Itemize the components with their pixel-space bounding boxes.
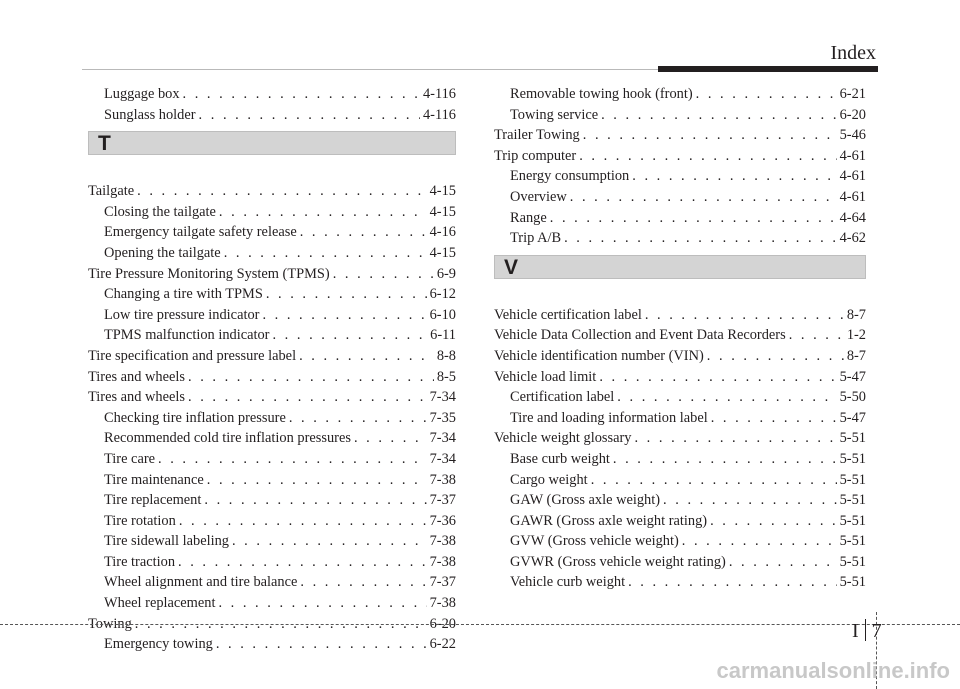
dot-leader [583, 125, 837, 146]
index-subentry [88, 284, 456, 305]
index-subentry [88, 470, 456, 491]
entry-page-ref: 8-8 [436, 347, 456, 364]
entry-text: GAW (Gross axle weight) [510, 492, 661, 509]
dot-leader [137, 181, 426, 202]
dot-leader [183, 84, 420, 105]
entry-page-ref: 8-5 [436, 368, 456, 385]
entry-text: Wheel alignment and tire balance [104, 574, 298, 591]
entry-text: Tailgate [88, 183, 135, 200]
dot-leader [188, 387, 427, 408]
index-subentry [494, 187, 866, 208]
dot-leader [645, 305, 844, 326]
dot-leader [599, 367, 836, 388]
index-entry [494, 346, 866, 367]
entry-page-ref: 5-51 [839, 533, 866, 550]
entry-text: Closing the tailgate [104, 203, 216, 220]
entry-text: Recommended cold tire inflation pressures [104, 430, 351, 447]
entry-page-ref: 4-16 [429, 224, 456, 241]
dot-leader [663, 490, 837, 511]
index-subentry [88, 325, 456, 346]
entry-text: Tire maintenance [104, 471, 204, 488]
index-entry [494, 325, 866, 346]
index-subentry [88, 449, 456, 470]
entry-text: GAWR (Gross axle weight rating) [510, 512, 708, 529]
index-subentry [494, 531, 866, 552]
entry-text: Tire traction [104, 553, 176, 570]
dot-leader [199, 105, 420, 126]
dot-leader [218, 593, 426, 614]
index-subentry [88, 222, 456, 243]
page-header-title: Index [830, 42, 876, 64]
section-header [494, 255, 866, 279]
entry-text: Trailer Towing [494, 127, 580, 144]
index-subentry [88, 552, 456, 573]
entry-text: Vehicle identification number (VIN) [494, 347, 704, 364]
index-subentry [494, 208, 866, 229]
entry-page-ref: 4-62 [839, 230, 866, 247]
index-entry [494, 146, 866, 167]
entry-text: Luggage box [104, 86, 180, 102]
entry-text: Checking tire inflation pressure [104, 409, 286, 426]
entry-page-ref: 7-38 [429, 553, 456, 570]
entry-text: Emergency tailgate safety release [104, 224, 297, 241]
index-entry [494, 428, 866, 449]
index-subentry [88, 572, 456, 593]
entry-page-ref: 4-61 [839, 168, 866, 185]
entry-page-ref: 7-36 [429, 512, 456, 529]
entry-page-ref: 5-50 [839, 389, 866, 406]
dot-leader [617, 387, 836, 408]
entry-page-ref: 8-7 [846, 306, 866, 323]
index-entry [88, 387, 456, 408]
dot-leader [188, 367, 434, 388]
crop-line-horizontal [0, 624, 960, 625]
entry-text: TPMS malfunction indicator [104, 327, 270, 344]
index-subentry [494, 408, 866, 429]
dot-leader [570, 187, 837, 208]
index-entry [494, 125, 866, 146]
entry-page-ref: 5-51 [839, 574, 866, 591]
index-subentry [494, 470, 866, 491]
index-subentry [88, 531, 456, 552]
entry-page-ref: 4-15 [429, 183, 456, 200]
entry-page-ref: 4-116 [422, 106, 456, 123]
dot-leader [682, 531, 837, 552]
dot-leader [550, 208, 837, 229]
entry-page-ref: 7-37 [429, 574, 456, 591]
index-subentry [88, 305, 456, 326]
entry-page-ref: 4-116 [422, 86, 456, 102]
entry-page-ref: 7-38 [429, 533, 456, 550]
entry-text: Overview [510, 188, 567, 205]
entry-page-ref: 6-20 [429, 615, 456, 632]
entry-text: Sunglass holder [104, 106, 196, 123]
section-header [88, 131, 456, 155]
entry-text: Towing [88, 615, 132, 632]
index-entry [494, 305, 866, 326]
entry-page-ref: 6-12 [429, 286, 456, 303]
entry-page-ref: 4-15 [429, 244, 456, 261]
entry-page-ref: 5-51 [839, 553, 866, 570]
entry-text: Emergency towing [104, 636, 213, 653]
watermark: carmanualsonline.info [716, 658, 950, 683]
dot-leader [729, 552, 837, 573]
index-subentry [494, 84, 866, 105]
section-letter: V [504, 255, 519, 279]
dot-leader [219, 202, 427, 223]
page-number-value: 7 [871, 620, 882, 642]
entry-text: Vehicle weight glossary [494, 430, 632, 447]
dot-leader [628, 572, 837, 593]
entry-page-ref: 7-34 [429, 450, 456, 467]
entry-page-ref: 4-61 [839, 147, 866, 164]
dot-leader [789, 325, 844, 346]
dot-leader [632, 166, 836, 187]
dot-leader [289, 408, 427, 429]
entry-page-ref: 5-47 [839, 409, 866, 426]
entry-page-ref: 4-61 [839, 188, 866, 205]
dot-leader [262, 305, 426, 326]
index-subentry [88, 593, 456, 614]
entry-text: Trip A/B [510, 230, 562, 247]
index-subentry [494, 511, 866, 532]
entry-page-ref: 5-46 [839, 127, 866, 144]
index-subentry [494, 387, 866, 408]
index-entry [88, 367, 456, 388]
page-section-letter: I [852, 620, 859, 642]
dot-leader [591, 470, 837, 491]
entry-text: Opening the tailgate [104, 244, 221, 261]
index-subentry [88, 634, 456, 655]
page-number [852, 619, 882, 643]
entry-text: Range [510, 209, 547, 226]
index-subentry [88, 105, 456, 126]
entry-page-ref: 7-35 [429, 409, 456, 426]
entry-page-ref: 1-2 [846, 327, 866, 344]
dot-leader [710, 511, 837, 532]
index-subentry [494, 490, 866, 511]
dot-leader [158, 449, 427, 470]
entry-text: Removable towing hook (front) [510, 86, 693, 102]
dot-leader [178, 552, 427, 573]
entry-text: Tire and loading information label [510, 409, 708, 426]
index-entry [494, 367, 866, 388]
entry-page-ref: 6-22 [429, 636, 456, 653]
index-subentry [88, 84, 456, 105]
index-subentry [88, 490, 456, 511]
entry-text: Vehicle curb weight [510, 574, 626, 591]
dot-leader [300, 222, 427, 243]
entry-text: Tire specification and pressure label [88, 347, 297, 364]
dot-leader [207, 470, 427, 491]
dot-leader [564, 228, 837, 249]
index-subentry [88, 408, 456, 429]
index-subentry [88, 428, 456, 449]
index-entry [88, 346, 456, 367]
entry-page-ref: 5-51 [839, 450, 866, 467]
entry-text: Tire sidewall labeling [104, 533, 229, 550]
index-subentry [494, 552, 866, 573]
entry-text: Energy consumption [510, 168, 630, 185]
dot-leader [266, 284, 427, 305]
index-subentry [494, 166, 866, 187]
index-entry [88, 264, 456, 285]
entry-page-ref: 5-47 [839, 368, 866, 385]
entry-text: Certification label [510, 389, 615, 406]
entry-text: Wheel replacement [104, 595, 216, 612]
entry-text: Tires and wheels [88, 389, 185, 406]
entry-page-ref: 8-7 [846, 347, 866, 364]
dot-leader [707, 346, 844, 367]
dot-leader [232, 531, 427, 552]
entry-text: Cargo weight [510, 471, 588, 488]
entry-text: Changing a tire with TPMS [104, 286, 263, 303]
entry-text: Low tire pressure indicator [104, 306, 260, 323]
entry-page-ref: 4-64 [839, 209, 866, 226]
dot-leader [179, 511, 427, 532]
entry-page-ref: 7-37 [429, 492, 456, 509]
entry-page-ref: 5-51 [839, 512, 866, 529]
index-subentry [494, 572, 866, 593]
index-subentry [88, 202, 456, 223]
entry-text: Tires and wheels [88, 368, 185, 385]
entry-page-ref: 7-38 [429, 595, 456, 612]
index-subentry [494, 105, 866, 126]
entry-text: Tire Pressure Monitoring System (TPMS) [88, 265, 330, 282]
entry-page-ref: 6-11 [430, 327, 456, 344]
index-subentry [494, 228, 866, 249]
dot-leader [601, 105, 837, 126]
dot-leader [634, 428, 836, 449]
dot-leader [579, 146, 836, 167]
entry-page-ref: 5-51 [839, 430, 866, 447]
entry-page-ref: 6-10 [429, 306, 456, 323]
entry-text: Base curb weight [510, 450, 610, 467]
entry-text: Tire care [104, 450, 156, 467]
entry-page-ref: 5-51 [839, 471, 866, 488]
index-column-left [88, 84, 456, 655]
entry-text: Trip computer [494, 147, 577, 164]
entry-page-ref: 7-38 [429, 471, 456, 488]
dot-leader [224, 243, 427, 264]
entry-text: Vehicle load limit [494, 368, 597, 385]
index-subentry [494, 449, 866, 470]
entry-page-ref: 4-15 [429, 203, 456, 220]
entry-text: GVW (Gross vehicle weight) [510, 533, 679, 550]
entry-text: GVWR (Gross vehicle weight rating) [510, 553, 726, 570]
dot-leader [354, 428, 427, 449]
entry-text: Tire rotation [104, 512, 176, 529]
entry-text: Towing service [510, 106, 599, 123]
dot-leader [299, 346, 434, 367]
dot-leader [272, 325, 427, 346]
header-accent-bar [658, 66, 878, 72]
index-column-right [494, 84, 866, 593]
section-letter: T [98, 132, 111, 156]
entry-page-ref: 7-34 [429, 389, 456, 406]
entry-text: Tire replacement [104, 492, 202, 509]
dot-leader [613, 449, 837, 470]
dot-leader [204, 490, 426, 511]
dot-leader [333, 264, 434, 285]
dot-leader [300, 572, 426, 593]
entry-page-ref: 7-34 [429, 430, 456, 447]
entry-page-ref: 6-21 [839, 86, 866, 102]
entry-text: Vehicle certification label [494, 306, 642, 323]
index-subentry [88, 243, 456, 264]
dot-leader [711, 408, 837, 429]
entry-page-ref: 6-9 [436, 265, 456, 282]
entry-page-ref: 6-20 [839, 106, 866, 123]
index-entry [88, 181, 456, 202]
entry-page-ref: 5-51 [839, 492, 866, 509]
page-number-separator [865, 619, 866, 641]
dot-leader [216, 634, 427, 655]
entry-text: Vehicle Data Collection and Event Data Recorders [494, 327, 786, 344]
index-subentry [88, 511, 456, 532]
dot-leader [696, 84, 837, 105]
